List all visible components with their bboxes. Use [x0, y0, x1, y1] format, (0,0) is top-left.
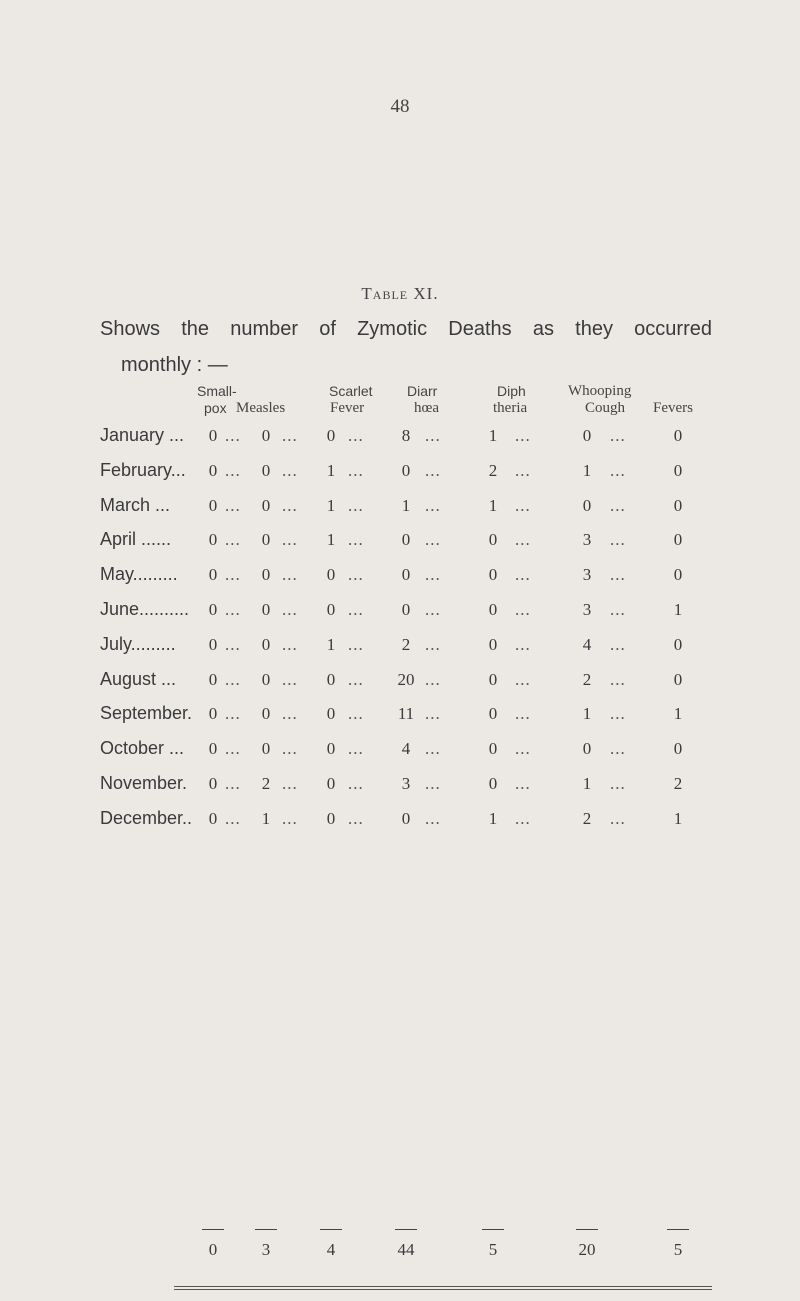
dot-leader: ...	[225, 530, 241, 550]
dot-leader: ...	[610, 495, 626, 515]
dot-leader: ...	[348, 739, 364, 759]
caption-word: Shows	[100, 318, 161, 340]
dot-leader: ...	[610, 634, 626, 654]
table-cell: 0	[401, 565, 411, 585]
header-whooping-1: Whooping	[568, 383, 632, 399]
table-cell: 0	[326, 565, 336, 585]
dot-leader: ...	[225, 600, 241, 619]
caption-word: as	[532, 318, 554, 340]
table-cell: 3	[582, 530, 592, 550]
dot-leader: ...	[348, 565, 364, 585]
dot-leader: ...	[348, 460, 364, 480]
month-label: November.	[100, 773, 188, 793]
table-cell: 0	[673, 565, 683, 585]
dot-leader: ...	[515, 460, 531, 480]
table-cell: 1	[326, 495, 336, 515]
dot-leader: ...	[515, 495, 531, 515]
table-cell: 0	[261, 704, 271, 724]
table-cell: 8	[401, 426, 411, 445]
table-cell: 0	[261, 634, 271, 654]
table-cell: 3	[401, 774, 411, 793]
dot-leader: ...	[282, 634, 298, 654]
header-smallpox-1: Small-	[197, 383, 237, 399]
dot-leader: ...	[282, 739, 298, 759]
table-row	[0, 460, 800, 488]
month-label: March ...	[100, 494, 171, 515]
table-row	[0, 599, 800, 627]
caption-word: the	[181, 318, 210, 340]
dot-leader: ...	[225, 634, 241, 654]
header-fevers: Fevers	[653, 400, 693, 416]
dot-leader: ...	[425, 530, 441, 550]
dot-leader: ...	[225, 704, 241, 724]
dot-leader: ...	[348, 808, 364, 828]
header-measles: Measles	[236, 400, 286, 416]
table-cell: 0	[208, 669, 218, 689]
table-cell: 0	[208, 495, 218, 515]
table-cell: 1	[488, 426, 498, 445]
caption-word: occurred	[634, 318, 712, 340]
page-number: 48	[390, 96, 410, 117]
table-cell: 0	[673, 495, 683, 515]
header-diph-1: Diph	[497, 383, 526, 399]
dot-leader: ...	[348, 495, 364, 515]
table-cell: 1	[326, 460, 336, 480]
dot-leader: ...	[610, 565, 626, 585]
dot-leader: ...	[515, 634, 531, 654]
table-cell: 4	[401, 739, 411, 759]
table-cell: 0	[488, 669, 498, 689]
table-cell: 0	[261, 495, 271, 515]
dot-leader: ...	[348, 600, 364, 619]
dot-leader: ...	[282, 669, 298, 689]
table-cell: 0	[488, 704, 498, 724]
total-cell: 44	[397, 1240, 415, 1259]
table-cell: 0	[488, 600, 498, 619]
header-diph-2: theria	[493, 400, 528, 416]
table-cell: 1	[488, 495, 498, 515]
dot-leader: ...	[610, 600, 626, 619]
dot-leader: ...	[610, 808, 626, 828]
table-cell: 0	[208, 808, 218, 828]
dot-leader: ...	[282, 460, 298, 480]
dot-leader: ...	[515, 530, 531, 550]
table-cell: 1	[582, 460, 592, 480]
table-cell: 0	[208, 739, 218, 759]
table-row	[0, 773, 800, 801]
dot-leader: ...	[282, 530, 298, 550]
dot-leader: ...	[610, 704, 626, 724]
table-cell: 0	[326, 600, 336, 619]
table-cell: 4	[582, 634, 592, 654]
table-cell: 0	[488, 565, 498, 585]
dot-leader: ...	[348, 426, 364, 445]
table-cell: 0	[208, 600, 218, 619]
table-cell: 0	[673, 460, 683, 480]
table-cell: 0	[673, 669, 683, 689]
dot-leader: ...	[348, 704, 364, 724]
header-diarr-2: hœa	[414, 400, 439, 416]
table-cell: 0	[261, 669, 271, 689]
header-scarlet-1: Scarlet	[329, 383, 373, 399]
table-cell: 0	[582, 495, 592, 515]
dot-leader: ...	[425, 460, 441, 480]
dot-leader: ...	[225, 774, 241, 793]
dot-leader: ...	[348, 774, 364, 793]
month-label: May.........	[100, 564, 178, 585]
table-cell: 0	[326, 808, 336, 828]
table-cell: 0	[488, 530, 498, 550]
table-cell: 11	[397, 704, 415, 724]
dot-leader: ...	[282, 774, 298, 793]
dot-leader: ...	[225, 495, 241, 515]
dot-leader: ...	[348, 634, 364, 654]
table-cell: 0	[673, 426, 683, 445]
total-cell: 20	[578, 1240, 596, 1259]
month-label: February...	[100, 459, 186, 480]
dot-leader: ...	[225, 669, 241, 689]
month-label: December..	[100, 807, 193, 828]
table-cell: 0	[673, 739, 683, 759]
table-cell: 1	[488, 808, 498, 828]
table-cell: 2	[261, 774, 271, 793]
dot-leader: ...	[515, 774, 531, 793]
table-cell: 0	[401, 600, 411, 619]
table-row	[0, 634, 800, 662]
month-label: July.........	[100, 633, 176, 654]
table-row	[0, 564, 800, 592]
table-cell: 1	[401, 495, 411, 515]
dot-leader: ...	[282, 704, 298, 724]
dot-leader: ...	[282, 565, 298, 585]
table-cell: 0	[401, 808, 411, 828]
table-cell: 2	[401, 634, 411, 654]
dot-leader: ...	[515, 704, 531, 724]
table-title: Table XI.	[361, 284, 439, 303]
total-dash	[202, 1229, 224, 1230]
table-cell: 0	[208, 426, 218, 445]
table-row	[0, 495, 800, 523]
dot-leader: ...	[610, 530, 626, 550]
table-cell: 0	[401, 530, 411, 550]
table-cell: 0	[208, 774, 218, 793]
month-label: April ......	[100, 529, 172, 550]
table-cell: 1	[261, 808, 271, 828]
caption-word: they	[575, 318, 613, 340]
header-whooping-2: Cough	[585, 400, 626, 416]
table-cell: 0	[673, 634, 683, 654]
caption-word: Deaths	[448, 318, 512, 340]
total-cell: 5	[673, 1240, 683, 1259]
table-cell: 0	[582, 739, 592, 759]
dot-leader: ...	[425, 495, 441, 515]
dot-leader: ...	[515, 808, 531, 828]
table-cell: 1	[673, 704, 683, 724]
dot-leader: ...	[348, 530, 364, 550]
table-cell: 0	[208, 634, 218, 654]
dot-leader: ...	[425, 634, 441, 654]
table-cell: 1	[326, 530, 336, 550]
bottom-rule	[174, 1286, 712, 1287]
dot-leader: ...	[425, 704, 441, 724]
dot-leader: ...	[515, 426, 531, 445]
table-cell: 0	[326, 774, 336, 793]
table-cell: 0	[208, 460, 218, 480]
dot-leader: ...	[515, 565, 531, 585]
dot-leader: ...	[348, 669, 364, 689]
table-cell: 1	[582, 774, 592, 793]
caption-word: Zymotic	[357, 318, 428, 340]
total-cell: 0	[208, 1240, 218, 1259]
table-cell: 2	[673, 774, 683, 793]
dot-leader: ...	[515, 739, 531, 759]
table-cell: 0	[326, 426, 336, 445]
dot-leader: ...	[225, 739, 241, 759]
bottom-rule	[174, 1289, 712, 1290]
table-row	[0, 529, 800, 557]
table-cell: 0	[261, 739, 271, 759]
table-row	[0, 808, 800, 836]
table-cell: 0	[208, 565, 218, 585]
table-row	[0, 703, 800, 731]
table-cell: 0	[261, 460, 271, 480]
total-dash	[482, 1229, 504, 1230]
table-cell: 0	[261, 600, 271, 619]
dot-leader: ...	[425, 669, 441, 689]
total-dash	[576, 1229, 598, 1230]
table-cell: 1	[582, 704, 592, 724]
table-cell: 3	[582, 600, 592, 619]
caption-line-1	[100, 318, 712, 341]
dot-leader: ...	[610, 774, 626, 793]
table-cell: 0	[673, 530, 683, 550]
dot-leader: ...	[225, 460, 241, 480]
dot-leader: ...	[425, 808, 441, 828]
dot-leader: ...	[610, 460, 626, 480]
header-scarlet-2: Fever	[330, 400, 365, 416]
header-smallpox-2: pox	[204, 400, 227, 416]
dot-leader: ...	[425, 426, 441, 445]
table-cell: 0	[488, 774, 498, 793]
month-label: January ...	[100, 425, 185, 445]
table-cell: 0	[582, 426, 592, 445]
table-cell: 2	[582, 808, 592, 828]
caption-line-2: monthly : —	[121, 354, 228, 376]
total-cell: 3	[261, 1240, 271, 1259]
table-cell: 0	[208, 530, 218, 550]
table-row	[0, 669, 800, 697]
dot-leader: ...	[425, 774, 441, 793]
dot-leader: ...	[610, 669, 626, 689]
table-cell: 0	[488, 739, 498, 759]
total-dash	[395, 1229, 417, 1230]
table-cell: 1	[673, 600, 683, 619]
dot-leader: ...	[282, 808, 298, 828]
dot-leader: ...	[425, 565, 441, 585]
table-cell: 0	[488, 634, 498, 654]
dot-leader: ...	[610, 426, 626, 445]
dot-leader: ...	[610, 739, 626, 759]
table-cell: 3	[582, 565, 592, 585]
dot-leader: ...	[515, 669, 531, 689]
dot-leader: ...	[225, 808, 241, 828]
dot-leader: ...	[282, 426, 298, 445]
dot-leader: ...	[425, 600, 441, 619]
table-cell: 2	[488, 460, 498, 480]
table-cell: 0	[326, 704, 336, 724]
header-diarr-1: Diarr	[407, 383, 438, 399]
caption-word: of	[319, 318, 336, 340]
table-cell: 0	[401, 460, 411, 480]
table-cell: 0	[261, 426, 271, 445]
month-label: October ...	[100, 738, 185, 759]
table-cell: 0	[208, 704, 218, 724]
caption-word: number	[230, 318, 299, 340]
table-row	[0, 425, 800, 453]
table-cell: 20	[397, 669, 415, 689]
total-dash	[667, 1229, 689, 1230]
total-dash	[320, 1229, 342, 1230]
dot-leader: ...	[225, 426, 241, 445]
dot-leader: ...	[515, 600, 531, 619]
dot-leader: ...	[425, 739, 441, 759]
dot-leader: ...	[225, 565, 241, 585]
table-cell: 0	[261, 530, 271, 550]
table-cell: 2	[582, 669, 592, 689]
table-cell: 1	[673, 808, 683, 828]
table-cell: 0	[326, 669, 336, 689]
total-dash	[255, 1229, 277, 1230]
month-label: September.	[100, 703, 193, 724]
total-cell: 5	[488, 1240, 498, 1259]
month-label: August ...	[100, 668, 177, 689]
table-cell: 0	[261, 565, 271, 585]
table-row	[0, 738, 800, 766]
dot-leader: ...	[282, 600, 298, 619]
table-cell: 0	[326, 739, 336, 759]
dot-leader: ...	[282, 495, 298, 515]
total-cell: 4	[326, 1240, 336, 1259]
month-label: June..........	[100, 599, 190, 619]
table-cell: 1	[326, 634, 336, 654]
